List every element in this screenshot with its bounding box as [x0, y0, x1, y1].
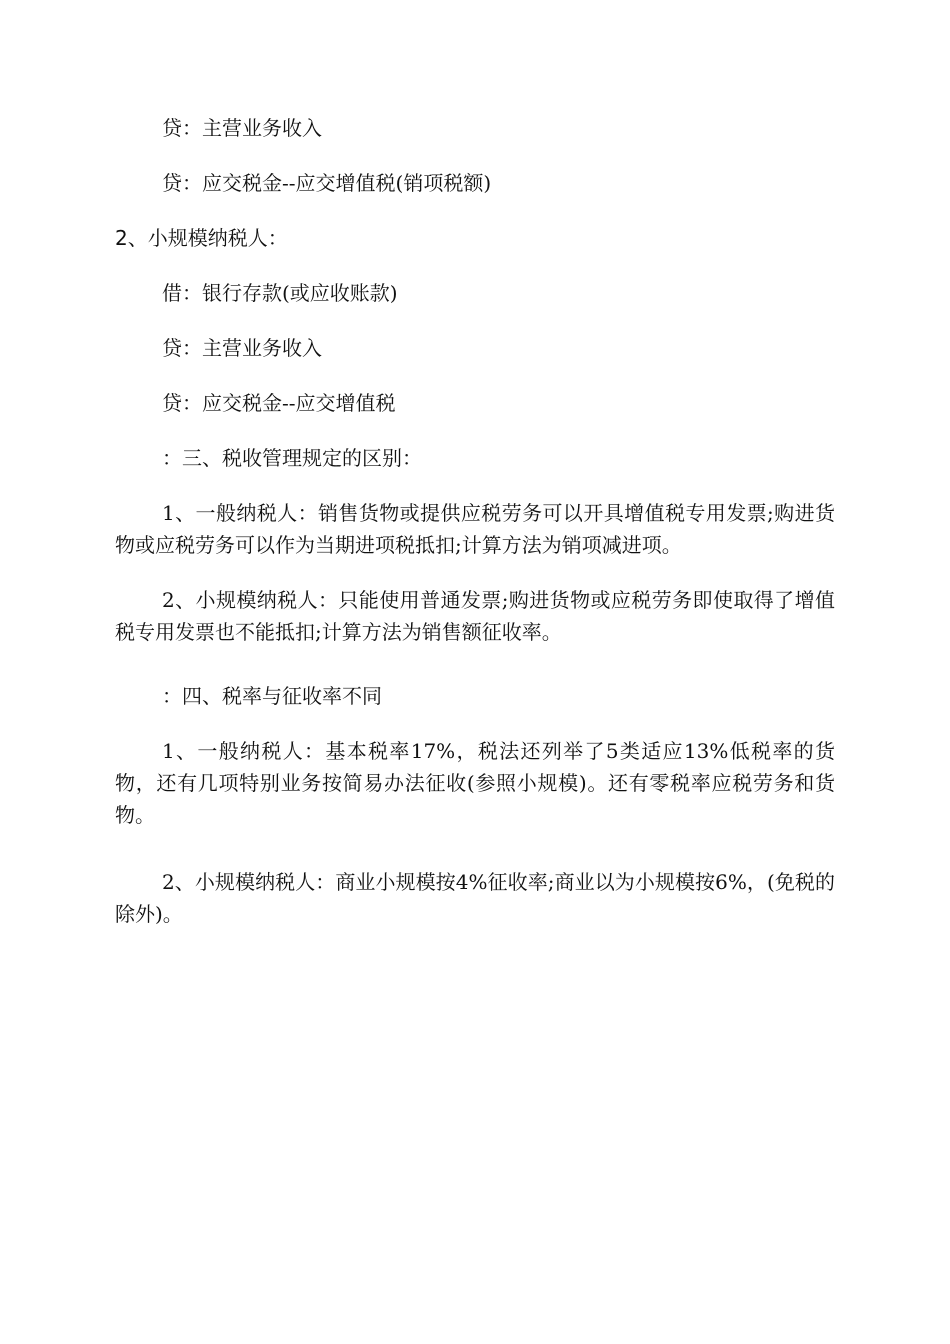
heading-tax-management-difference: ：三、税收管理规定的区别：	[162, 446, 422, 470]
paragraph-general-taxpayer-rate: 1、一般纳税人：基本税率17%，税法还列举了5类适应13%低税率的货物，还有几项特别业务按简易办法征收(参照小规模)。还有零税率应税劳务和货物。	[115, 739, 835, 827]
section-heading-small-taxpayer: 2、小规模纳税人：	[115, 226, 288, 250]
paragraph-small-taxpayer-rate: 2、小规模纳税人：商业小规模按4%征收率;商业以为小规模按6%，(免税的除外)。	[115, 870, 835, 926]
heading-tax-rate-difference: ：四、税率与征收率不同	[162, 684, 382, 708]
paragraph-small-taxpayer-management: 2、小规模纳税人：只能使用普通发票;购进货物或应税劳务即使取得了增值税专用发票也不能抵扣;计算方法为销售额征收率。	[115, 588, 835, 644]
entry-debit-bank-deposit: 借：银行存款(或应收账款)	[162, 281, 398, 305]
entry-credit-vat: 贷：应交税金--应交增值税	[162, 391, 396, 415]
entry-credit-revenue-2: 贷：主营业务收入	[162, 336, 322, 360]
entry-credit-revenue: 贷：主营业务收入	[162, 116, 322, 140]
paragraph-general-taxpayer-management: 1、一般纳税人：销售货物或提供应税劳务可以开具增值税专用发票;购进货物或应税劳务可以作为当期进项税抵扣;计算方法为销项减进项。	[115, 501, 835, 557]
entry-credit-output-vat: 贷：应交税金--应交增值税(销项税额)	[162, 171, 492, 195]
